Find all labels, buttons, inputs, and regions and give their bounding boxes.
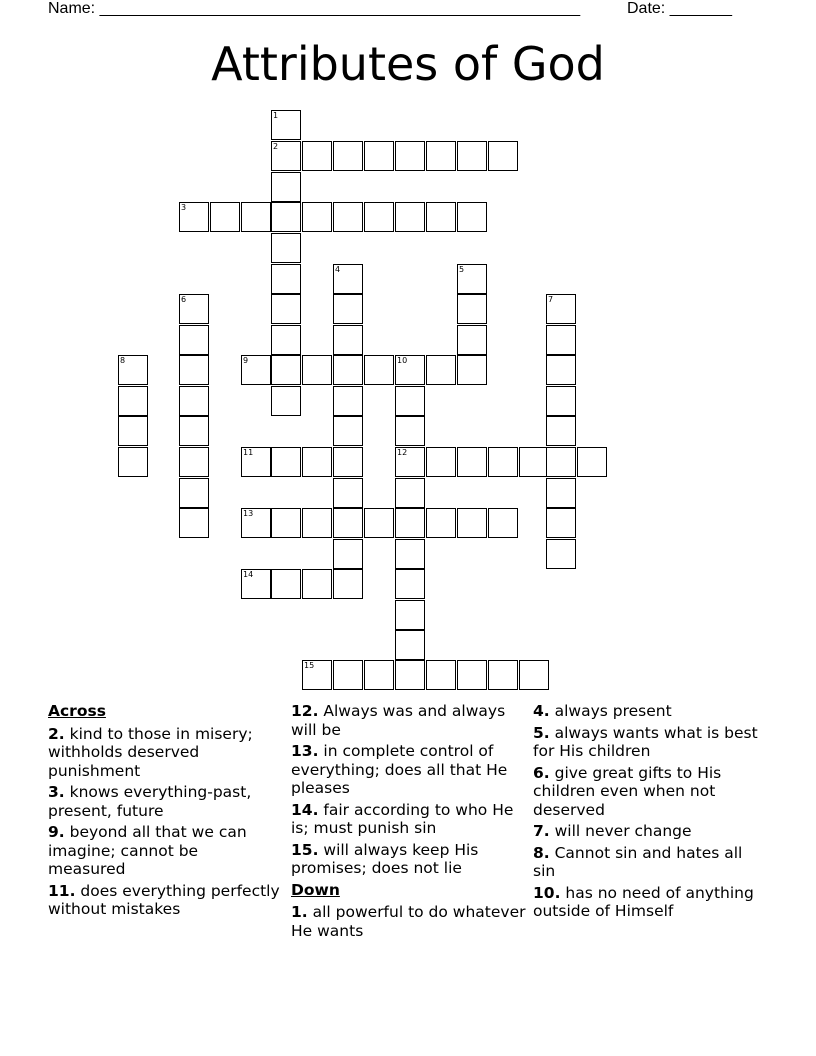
clue-number: 12. <box>291 702 319 720</box>
cell-number: 15 <box>304 661 315 670</box>
clue-item <box>533 724 763 761</box>
cell-number: 13 <box>243 509 254 518</box>
clue-text: all powerful to do whatever He wants <box>291 903 526 940</box>
crossword-cell[interactable] <box>302 141 332 171</box>
crossword-cell[interactable] <box>457 355 487 385</box>
crossword-cell[interactable] <box>457 202 487 232</box>
crossword-cell[interactable] <box>333 294 363 324</box>
crossword-cell[interactable] <box>179 478 209 508</box>
name-field-label: Name: ______________________________________________________ <box>48 0 581 17</box>
crossword-cell[interactable] <box>333 202 363 232</box>
crossword-cell[interactable] <box>271 172 301 202</box>
crossword-cell[interactable] <box>546 386 576 416</box>
clue-item <box>48 783 280 820</box>
crossword-cell[interactable] <box>302 508 332 538</box>
across-clue-list <box>48 725 280 919</box>
crossword-cell[interactable] <box>395 416 425 446</box>
clue-number: 14. <box>291 800 319 819</box>
clue-number: 3. <box>48 783 65 801</box>
crossword-cell[interactable] <box>118 386 148 416</box>
clue-item <box>533 844 763 881</box>
crossword-cell[interactable] <box>395 539 425 569</box>
page-title: Attributes of God <box>211 37 605 91</box>
cell-number: 6 <box>181 295 187 304</box>
crossword-cell[interactable] <box>546 355 576 385</box>
cell-number: 4 <box>335 265 341 274</box>
clue-number: 2. <box>48 724 65 743</box>
crossword-cell[interactable] <box>488 508 518 538</box>
crossword-cell[interactable] <box>118 416 148 446</box>
cell-number: 12 <box>397 448 408 457</box>
crossword-cell[interactable] <box>364 508 394 538</box>
clue-text: beyond all that we can imagine; cannot be measured <box>48 823 247 878</box>
cell-number: 14 <box>243 570 254 579</box>
crossword-cell[interactable] <box>426 355 456 385</box>
crossword-cell[interactable] <box>426 202 456 232</box>
cell-number: 3 <box>181 203 187 212</box>
crossword-cell[interactable] <box>364 355 394 385</box>
crossword-cell[interactable] <box>577 447 607 477</box>
clue-text: will always keep His promises; does not lie <box>291 840 479 877</box>
date-field-label: Date: _______ <box>627 0 732 17</box>
cell-number: 2 <box>273 142 279 151</box>
down-clue-list-continued <box>533 702 763 921</box>
crossword-cell[interactable] <box>457 660 487 690</box>
crossword-cell[interactable] <box>426 660 456 690</box>
clue-text: kind to those in misery; withholds deserved punishment <box>48 724 253 780</box>
crossword-cell[interactable] <box>395 386 425 416</box>
crossword-cell[interactable] <box>395 141 425 171</box>
clue-text: always wants what is best for His children <box>533 723 758 760</box>
crossword-cell[interactable] <box>546 416 576 446</box>
clue-item <box>291 903 527 940</box>
crossword-cell[interactable] <box>546 478 576 508</box>
crossword-cell[interactable] <box>546 325 576 355</box>
clues-column-3 <box>533 702 763 924</box>
crossword-cell[interactable] <box>395 660 425 690</box>
crossword-cell[interactable] <box>333 508 363 538</box>
cell-number: 11 <box>243 448 254 457</box>
crossword-cell[interactable] <box>241 202 271 232</box>
crossword-cell[interactable] <box>426 447 456 477</box>
crossword-cell[interactable] <box>364 202 394 232</box>
clue-text: fair according to who He is; must punish sin <box>291 800 514 837</box>
clue-number: 11. <box>48 881 76 900</box>
clue-text: Cannot sin and hates all sin <box>533 843 743 880</box>
crossword-cell[interactable] <box>546 447 576 477</box>
clue-number: 15. <box>291 840 319 859</box>
crossword-cell[interactable] <box>271 233 301 263</box>
crossword-cell[interactable] <box>333 386 363 416</box>
clue-text: in complete control of everything; does all that He pleases <box>291 742 508 797</box>
crossword-cell[interactable] <box>457 141 487 171</box>
crossword-cell[interactable] <box>333 416 363 446</box>
clue-item <box>48 823 280 879</box>
crossword-cell[interactable] <box>426 508 456 538</box>
down-heading: Down <box>291 880 340 899</box>
crossword-cell[interactable] <box>395 508 425 538</box>
crossword-cell[interactable] <box>333 660 363 690</box>
cell-number: 1 <box>273 111 279 120</box>
across-clue-list-continued <box>291 702 527 878</box>
clue-item <box>48 725 280 781</box>
clue-item <box>291 841 527 878</box>
crossword-cell[interactable] <box>488 141 518 171</box>
cell-number: 10 <box>397 356 408 365</box>
crossword-cell[interactable] <box>333 539 363 569</box>
clue-number: 7. <box>533 822 550 840</box>
clue-number: 4. <box>533 702 550 720</box>
clue-item <box>533 702 763 721</box>
clues-column-1 <box>48 702 280 922</box>
crossword-cell[interactable] <box>179 325 209 355</box>
crossword-cell[interactable] <box>179 416 209 446</box>
crossword-cell[interactable] <box>271 294 301 324</box>
across-heading: Across <box>48 702 106 720</box>
crossword-cell[interactable] <box>395 202 425 232</box>
clue-text: Always was and always will be <box>291 702 506 739</box>
clue-text: give great gifts to His children even when not deserved <box>533 763 722 819</box>
crossword-cell[interactable] <box>271 508 301 538</box>
clue-number: 5. <box>533 723 550 742</box>
crossword-cell[interactable] <box>179 355 209 385</box>
crossword-cell[interactable] <box>333 478 363 508</box>
crossword-cell[interactable] <box>118 447 148 477</box>
clues-column-2 <box>291 702 527 943</box>
crossword-cell[interactable] <box>519 447 549 477</box>
crossword-cell[interactable] <box>395 600 425 630</box>
crossword-cell[interactable] <box>333 141 363 171</box>
clue-text: will never change <box>549 822 692 840</box>
cell-number: 7 <box>548 295 554 304</box>
clue-number: 8. <box>533 843 550 862</box>
crossword-cell[interactable] <box>395 630 425 660</box>
clue-text: has no need of anything outside of Himself <box>533 883 754 920</box>
cell-number: 9 <box>243 356 249 365</box>
clue-number: 13. <box>291 742 319 760</box>
crossword-cell[interactable] <box>179 447 209 477</box>
crossword-cell[interactable] <box>179 386 209 416</box>
crossword-cell[interactable] <box>271 355 301 385</box>
clue-item <box>291 702 527 739</box>
clue-item <box>291 742 527 798</box>
crossword-cell[interactable] <box>271 447 301 477</box>
cell-number: 8 <box>120 356 126 365</box>
crossword-cell[interactable] <box>333 355 363 385</box>
clue-text: knows everything-past, present, future <box>48 783 252 820</box>
clue-text: does everything perfectly without mistakes <box>48 881 280 918</box>
crossword-cell[interactable] <box>271 264 301 294</box>
clue-item <box>48 882 280 919</box>
clue-item <box>533 822 763 841</box>
crossword-cell[interactable] <box>457 294 487 324</box>
crossword-cell[interactable] <box>271 325 301 355</box>
clue-number: 9. <box>48 823 65 841</box>
crossword-cell[interactable] <box>546 508 576 538</box>
crossword-cell[interactable] <box>302 355 332 385</box>
down-clue-list <box>291 903 527 940</box>
crossword-cell[interactable] <box>488 447 518 477</box>
crossword-cell[interactable] <box>546 539 576 569</box>
crossword-cell[interactable] <box>179 508 209 538</box>
crossword-cell[interactable] <box>210 202 240 232</box>
crossword-cell[interactable] <box>457 325 487 355</box>
crossword-cell[interactable] <box>457 447 487 477</box>
crossword-cell[interactable] <box>333 325 363 355</box>
crossword-cell[interactable] <box>302 569 332 599</box>
crossword-cell[interactable] <box>395 569 425 599</box>
crossword-cell[interactable] <box>302 202 332 232</box>
crossword-cell[interactable] <box>302 447 332 477</box>
cell-number: 5 <box>459 265 465 274</box>
clue-number: 1. <box>291 903 308 921</box>
clue-text: always present <box>549 702 672 720</box>
clue-item <box>533 764 763 820</box>
crossword-cell[interactable] <box>271 202 301 232</box>
clue-number: 10. <box>533 883 561 902</box>
crossword-cell[interactable] <box>395 478 425 508</box>
crossword-cell[interactable] <box>457 508 487 538</box>
crossword-cell[interactable] <box>271 386 301 416</box>
crossword-cell[interactable] <box>333 447 363 477</box>
crossword-cell[interactable] <box>364 141 394 171</box>
clue-item <box>533 884 763 921</box>
clue-item <box>291 801 527 838</box>
crossword-cell[interactable] <box>271 569 301 599</box>
crossword-cell[interactable] <box>426 141 456 171</box>
crossword-cell[interactable] <box>488 660 518 690</box>
crossword-cell[interactable] <box>333 569 363 599</box>
crossword-cell[interactable] <box>364 660 394 690</box>
clue-number: 6. <box>533 763 550 782</box>
crossword-cell[interactable] <box>519 660 549 690</box>
